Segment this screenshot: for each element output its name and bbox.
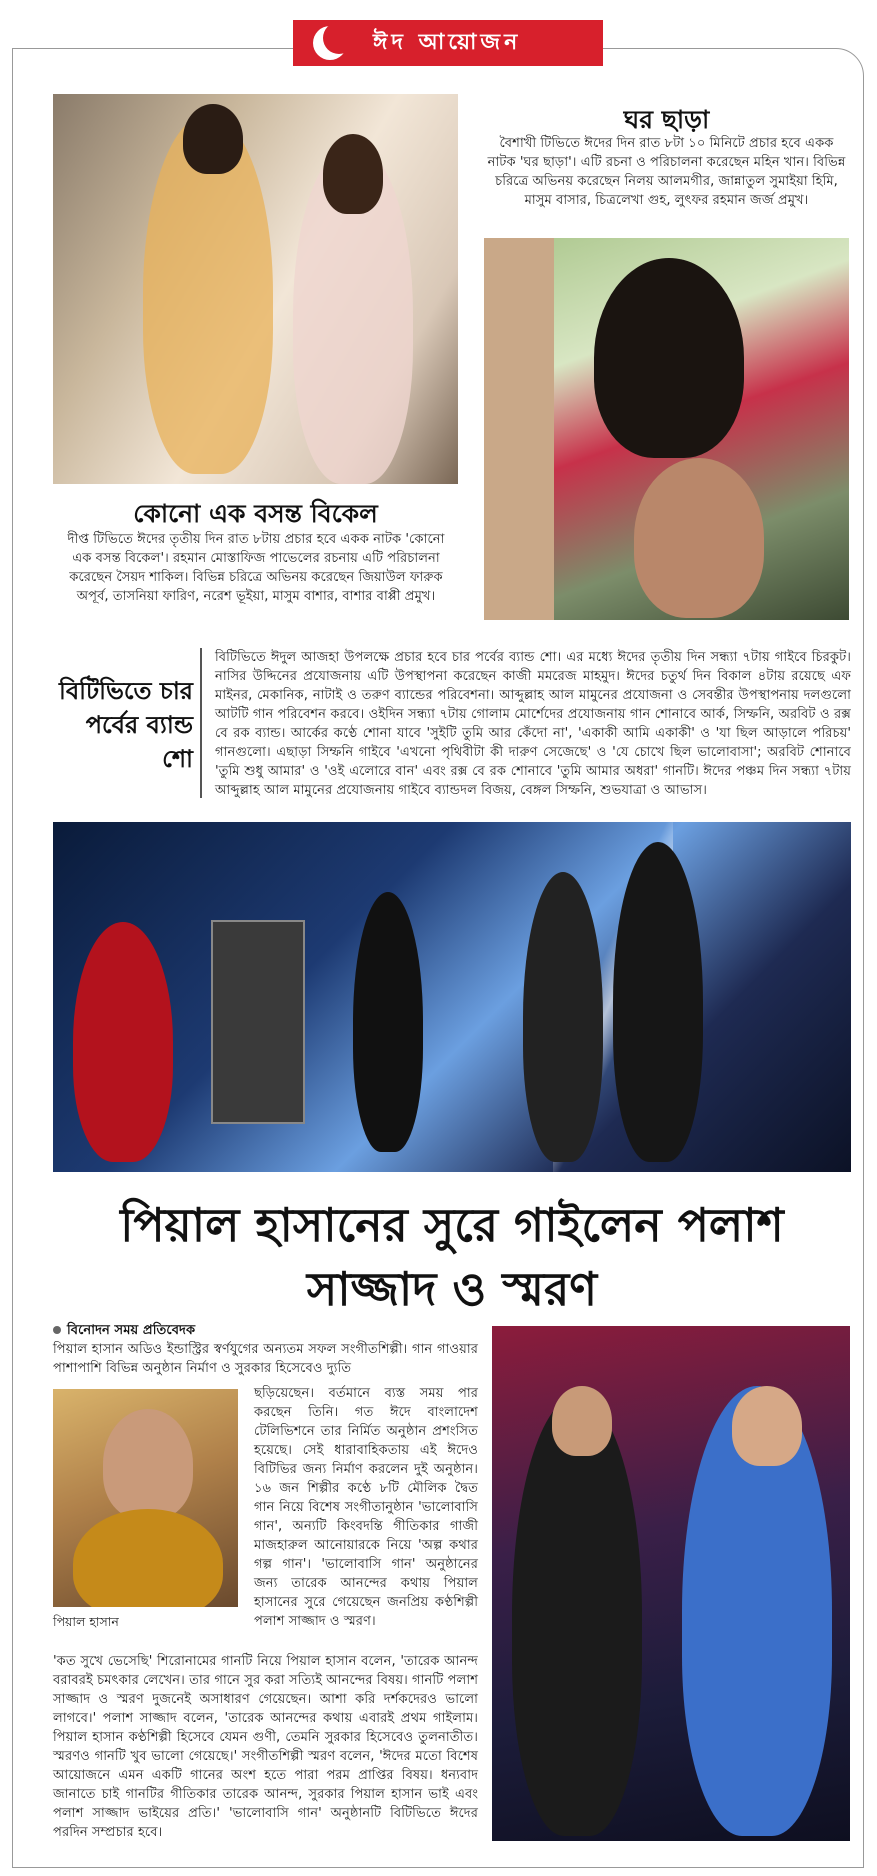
section-banner <box>293 20 603 66</box>
story-photo-ghor-chhara <box>484 238 849 620</box>
byline: বিনোদন সময় প্রতিবেদক <box>53 1320 195 1342</box>
portrait-piyal-hasan <box>53 1389 238 1607</box>
story-body: বৈশাখী টিভিতে ঈদের দিন রাত ৮টা ১০ মিনিটে প্রচার হবে একক নাটক 'ঘর ছাড়া'। এটি রচনা ও পরিচালনা করেছেন মহিন খান। বিভিন্ন চরিত্রে অভিনয় করেছেন নিলয় আলমগীর, জান্নাতুল সুমাইয়া হিমি, মাসুম বাসার, চিত্রলেখা গুহ, লুৎফর রহমান জর্জ প্রমুখ। <box>487 136 846 208</box>
story-body: ছড়িয়েছেন। বর্তমানে ব্যস্ত সময় পার করছেন তিনি। গত ঈদে বাংলাদেশ টেলিভিশনে তার নির্মিত অনুষ্ঠান প্রশংসিত হয়েছে। সেই ধারাবাহিকতায় এই ঈদেও বিটিভির জন্য নির্মাণ করলেন দুই অনুষ্ঠান। ১৬ জন শিল্পীর কণ্ঠে ৮টি মৌলিক দ্বৈত গান নিয়ে বিশেষ সংগীতানুষ্ঠান 'ভালোবাসি গান', অন্যটি কিংবদন্তি গীতিকার গাজী মাজহারুল আনোয়ারকে নিয়ে 'অল্প কথার গল্প গান'। 'ভালোবাসি গান' অনুষ্ঠানের জন্য তারেক আনন্দের কথায় পিয়াল হাসানের সুরে গেয়েছেন জনপ্রিয় কণ্ঠশিল্পী পলাশ সাজ্জাদ ও স্মরণ। <box>254 1386 478 1629</box>
photo-caption: পিয়াল হাসান <box>53 1614 119 1629</box>
story-headline: বিটিভিতে চার পর্বের ব্যান্ড শো <box>58 677 193 773</box>
story-lead: পিয়াল হাসান অডিও ইন্ডাস্ট্রির স্বর্ণযুগের অন্যতম সফল সংগীতশিল্পী। গান গাওয়ার পাশাপাশি বিভিন্ন অনুষ্ঠান নির্মাণ ও সুরকার হিসেবেও দ্যুতি <box>53 1342 478 1376</box>
singers-photo <box>492 1326 850 1841</box>
bullet-icon <box>53 1326 61 1334</box>
story-headline: ঘর ছাড়া <box>623 105 710 134</box>
story-photo-kono-ek-boshonto <box>53 94 458 484</box>
band-show-photo <box>53 822 851 1172</box>
divider <box>200 648 202 798</box>
main-headline: পিয়াল হাসানের সুরে গাইলেন পলাশ সাজ্জাদ ও স্মরণ <box>120 1198 784 1316</box>
story-body: বিটিভিতে ঈদুল আজহা উপলক্ষে প্রচার হবে চার পর্বের ব্যান্ড শো। এর মধ্যে ঈদের তৃতীয় দিন সন্ধ্যা ৭টায় গাইবে চিরকুট। নাসির উদ্দিনের প্রযোজনায় এটি উপস্থাপনা করেছেন কাজী মমরেজ মাহমুদ। ঈদের চতুর্থ দিন বিকাল ৪টায় রয়েছে এফ মাইনর, মেকানিক, নাটাই ও তরুণ ব্যান্ডের পরিবেশনা। আব্দুল্লাহ আল মামুনের প্রযোজনা ও সেবন্তীর উপস্থাপনায় দলগুলো আটটি গান পরিবেশন করবে। ওইদিন সন্ধ্যা ৭টায় গোলাম মোর্শেদের প্রযোজনায় গান শোনাবে আর্ক, সিম্ফনি, অরবিট ও রক্স বে রক ব্যান্ড। আর্কের কণ্ঠে শোনা যাবে 'সুইটি তুমি আর কেঁদো না', 'একাকী আমি একাকী' ও 'যা ছিল আড়ালে পরিচয়' গানগুলো। এছাড়া সিম্ফনি গাইবে 'এখনো পৃথিবীটা কী দারুণ সেজেছে' ও 'যে চোখে ছিল ভালোবাসা'; অরবিট শোনাবে 'তুমি শুধু আমার' ও 'ওই এলোরে বান' এবং রক্স বে রক শোনাবে 'তুমি আমার অধরা' গানটি। ঈদের পঞ্চম দিন সন্ধ্যা ৭টায় আব্দুল্লাহ আল মামুনের প্রযোজনায় গাইবে ব্যান্ডদল বিজয়, বেঙ্গল সিম্ফনি, শুভযাত্রা ও আভাস। <box>215 650 851 798</box>
story-body: দীপ্ত টিভিতে ঈদের তৃতীয় দিন রাত ৮টায় প্রচার হবে একক নাটক 'কোনো এক বসন্ত বিকেল'। রহমান মোস্তাফিজ পাভেলের রচনায় এটি পরিচালনা করেছেন সৈয়দ শাকিল। বিভিন্ন চরিত্রে অভিনয় করেছেন জিয়াউল ফারুক অপূর্ব, তাসনিয়া ফারিণ, নরেশ ভূইয়া, মাসুম বাশার, বাশার বাপ্পী প্রমুখ। <box>67 532 445 604</box>
story-body: 'কত সুখে ভেসেছি' শিরোনামের গানটি নিয়ে পিয়াল হাসান বলেন, 'তারেক আনন্দ বরাবরই চমৎকার লেখেন। তার গানে সুর করা সত্যিই আনন্দের বিষয়। গানটি পলাশ সাজ্জাদ ও স্মরণ দুজনেই অসাধারণ গেয়েছেন। আশা করি দর্শকদেরও ভালো লাগবে।' পলাশ সাজ্জাদ বলেন, 'তারেক আনন্দের কথায় এবারই প্রথম গাইলাম। পিয়াল হাসান কণ্ঠশিল্পী হিসেবে যেমন গুণী, তেমনি সুরকার হিসেবেও তুলনাতীত। স্মরণও গানটি খুব ভালো গেয়েছে।' সংগীতশিল্পী স্মরণ বলেন, 'ঈদের মতো বিশেষ আয়োজনে এমন একটি গানের অংশ হতে পারা পরম প্রাপ্তির বিষয়। ধন্যবাদ জানাতে চাই গানটির গীতিকার তারেক আনন্দ, সুরকার পিয়াল হাসান ভাই এবং পলাশ সাজ্জাদ ভাইয়ের প্রতি।' 'ভালোবাসি গান' অনুষ্ঠানটি বিটিভিতে ঈদের পরদিন সম্প্রচার হবে। <box>53 1654 478 1840</box>
story-headline: কোনো এক বসন্ত বিকেল <box>133 499 378 528</box>
section-title: ঈদ আয়োজন <box>373 30 522 55</box>
